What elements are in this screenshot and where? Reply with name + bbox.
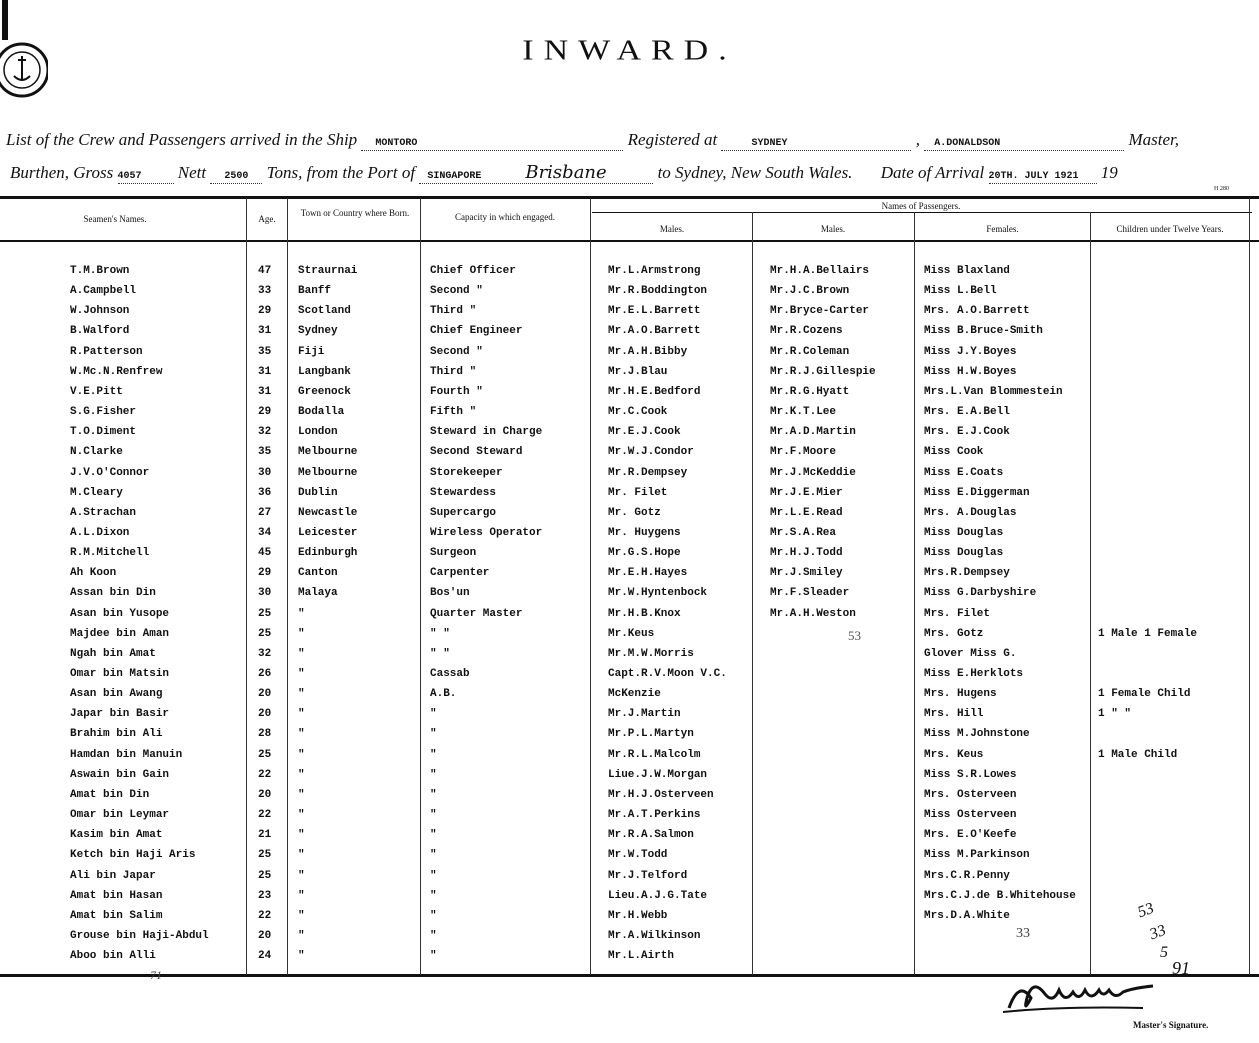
seaman-capacity: " bbox=[430, 849, 437, 862]
seaman-name: Majdee bin Aman bbox=[70, 627, 170, 640]
seaman-age: 31 bbox=[258, 365, 272, 378]
passenger-female: Mrs.C.R.Penny bbox=[924, 869, 1010, 882]
seaman-name: W.Mc.N.Renfrew bbox=[70, 365, 163, 378]
seaman-name: J.V.O'Connor bbox=[70, 466, 150, 479]
passenger-male: Mr.G.S.Hope bbox=[608, 547, 681, 560]
gross-tons: 4057 bbox=[117, 171, 142, 182]
passenger-male: Mr.W.Todd bbox=[608, 849, 668, 862]
passenger-female: Mrs. E.J.Cook bbox=[924, 426, 1010, 439]
seaman-name: A.Strachan bbox=[70, 506, 137, 519]
seaman-birthplace: " bbox=[298, 627, 305, 640]
passenger-male: Mr.L.E.Read bbox=[770, 506, 843, 519]
page-title: INWARD. bbox=[522, 34, 737, 67]
passenger-female: Miss G.Darbyshire bbox=[924, 587, 1037, 600]
seaman-name: N.Clarke bbox=[70, 446, 123, 459]
seaman-birthplace: " bbox=[298, 889, 305, 902]
seaman-age: 22 bbox=[258, 809, 272, 822]
passenger-female: Mrs. Hugens bbox=[924, 688, 997, 701]
arrival-label: Date of Arrival bbox=[880, 163, 985, 182]
seaman-name: Asan bin Yusope bbox=[70, 607, 170, 620]
passenger-female: Mrs.L.Van Blommestein bbox=[924, 385, 1063, 398]
passenger-female: Miss E.Coats bbox=[924, 466, 1004, 479]
passenger-male: Mr.R.Cozens bbox=[770, 325, 843, 338]
seaman-birthplace: Edinburgh bbox=[298, 547, 358, 560]
burthen-label: Burthen, Gross bbox=[10, 163, 114, 182]
seaman-birthplace: Scotland bbox=[298, 305, 351, 318]
seaman-age: 47 bbox=[258, 265, 272, 277]
passenger-male: Mr.W.J.Condor bbox=[608, 446, 694, 459]
passenger-male: Lieu.A.J.G.Tate bbox=[608, 889, 708, 902]
nett-tons: 2500 bbox=[224, 171, 249, 182]
passenger-male: Mr.E.J.Cook bbox=[608, 426, 681, 439]
header-line-2 bbox=[10, 162, 1118, 184]
seaman-birthplace: " bbox=[298, 909, 305, 922]
passenger-male: Mr.R.G.Hyatt bbox=[770, 385, 850, 398]
seaman-age: 24 bbox=[258, 950, 272, 963]
seaman-name: Asan bin Awang bbox=[70, 688, 163, 701]
seaman-age: 25 bbox=[258, 627, 272, 640]
passenger-female: Miss M.Parkinson bbox=[924, 849, 1030, 862]
table-top-rule bbox=[0, 196, 1259, 199]
seaman-capacity: Third " bbox=[430, 305, 477, 318]
seaman-capacity: Third " bbox=[430, 365, 477, 378]
seaman-birthplace: Straurnai bbox=[298, 265, 358, 277]
seaman-name: T.O.Diment bbox=[70, 426, 137, 439]
seaman-age: 33 bbox=[258, 285, 272, 298]
passenger-male: Mr.Bryce-Carter bbox=[770, 305, 870, 318]
seaman-name: Brahim bin Ali bbox=[70, 728, 163, 741]
seaman-name: Japar bin Basir bbox=[70, 708, 170, 721]
passenger-male: Mr.R.Coleman bbox=[770, 345, 850, 358]
passenger-female: Miss Osterveen bbox=[924, 809, 1017, 822]
seaman-birthplace: Canton bbox=[298, 567, 338, 580]
passenger-male: Mr. Gotz bbox=[608, 506, 661, 519]
seaman-birthplace: Langbank bbox=[298, 365, 351, 378]
passenger-female: Mrs. Osterveen bbox=[924, 788, 1017, 801]
seaman-capacity: Second Steward bbox=[430, 446, 523, 459]
seaman-capacity: " bbox=[430, 728, 437, 741]
passenger-female: Mrs.R.Dempsey bbox=[924, 567, 1010, 580]
via-handwritten: Brisbane bbox=[525, 162, 607, 183]
passenger-female: Mrs. Gotz bbox=[924, 627, 984, 640]
passenger-female: Mrs. Keus bbox=[924, 748, 984, 761]
seaman-name: A.Campbell bbox=[70, 285, 137, 298]
passenger-male: Mr.A.Wilkinson bbox=[608, 929, 701, 942]
passenger-male: Mr.H.J.Osterveen bbox=[608, 788, 714, 801]
arrival-date: 20TH. JULY 1921 bbox=[988, 171, 1079, 182]
seaman-capacity: " bbox=[430, 809, 437, 822]
passenger-female: Miss E.Herklots bbox=[924, 668, 1024, 680]
master-name: A.DONALDSON bbox=[934, 138, 1001, 149]
seaman-capacity: " bbox=[430, 869, 437, 882]
passenger-male: Mr.H.J.Todd bbox=[770, 547, 843, 560]
seaman-capacity: Chief Engineer bbox=[430, 325, 523, 338]
passenger-male: Mr.C.Cook bbox=[608, 406, 668, 419]
seaman-name: Aboo bin Alli bbox=[70, 950, 156, 963]
seaman-birthplace: Melbourne bbox=[298, 446, 358, 459]
seaman-birthplace: Bodalla bbox=[298, 406, 345, 419]
seaman-birthplace: " bbox=[298, 668, 305, 680]
passenger-female: Miss Douglas bbox=[924, 526, 1004, 539]
seaman-age: 20 bbox=[258, 708, 272, 721]
col-females: Females. bbox=[986, 224, 1019, 234]
passenger-male: McKenzie bbox=[608, 688, 661, 701]
seaman-name: V.E.Pitt bbox=[70, 385, 123, 398]
ship-name: MONTORO bbox=[375, 138, 418, 149]
passenger-female: Mrs. Filet bbox=[924, 607, 991, 620]
seaman-name: W.Johnson bbox=[70, 305, 130, 318]
seaman-capacity: " bbox=[430, 829, 437, 842]
passenger-male: Mr.A.D.Martin bbox=[770, 426, 856, 439]
passenger-male: Mr.S.A.Rea bbox=[770, 526, 837, 539]
seaman-name: Ah Koon bbox=[70, 567, 117, 580]
seaman-name: Omar bin Matsin bbox=[70, 668, 170, 680]
seaman-birthplace: Leicester bbox=[298, 526, 358, 539]
seaman-age: 32 bbox=[258, 647, 272, 660]
passenger-male: Mr.E.H.Hayes bbox=[608, 567, 688, 580]
passenger-male: Mr.P.L.Martyn bbox=[608, 728, 694, 741]
seaman-capacity: " bbox=[430, 788, 437, 801]
col-passengers: Names of Passengers. bbox=[881, 201, 961, 211]
seaman-age: 29 bbox=[258, 567, 272, 580]
seaman-birthplace: " bbox=[298, 829, 305, 842]
table-head-rule bbox=[0, 240, 1259, 242]
seaman-name: Grouse bin Haji-Abdul bbox=[70, 929, 209, 942]
passenger-female: Miss L.Bell bbox=[924, 285, 997, 298]
passenger-male: Mr.J.Blau bbox=[608, 365, 668, 378]
seaman-capacity: Storekeeper bbox=[430, 466, 503, 479]
passenger-male: Liue.J.W.Morgan bbox=[608, 768, 708, 781]
seaman-capacity: " bbox=[430, 929, 437, 942]
seaman-capacity: Quarter Master bbox=[430, 607, 523, 620]
passenger-male: Mr.L.Airth bbox=[608, 950, 675, 963]
seaman-name: Ali bin Japar bbox=[70, 869, 156, 882]
passenger-male: Mr. Filet bbox=[608, 486, 668, 499]
passenger-male: Mr.R.L.Malcolm bbox=[608, 748, 701, 761]
passenger-male: Mr.H.A.Bellairs bbox=[770, 265, 870, 277]
passenger-male: Capt.R.V.Moon V.C. bbox=[608, 668, 727, 680]
seaman-capacity: " bbox=[430, 748, 437, 761]
to-label: to Sydney, New South Wales. bbox=[657, 163, 853, 182]
passenger-subhead-rule bbox=[592, 212, 1252, 213]
passenger-male: Mr.J.C.Brown bbox=[770, 285, 850, 298]
seaman-age: 20 bbox=[258, 929, 272, 942]
passenger-male: Mr.Keus bbox=[608, 627, 655, 640]
col-born: Town or Country where Born. bbox=[300, 208, 410, 218]
seaman-capacity: " bbox=[430, 909, 437, 922]
seaman-age: 25 bbox=[258, 748, 272, 761]
seaman-capacity: " bbox=[430, 950, 437, 963]
seaman-name: Aswain bin Gain bbox=[70, 768, 170, 781]
col-seamen: Seamen's Names. bbox=[83, 214, 147, 224]
col-capacity: Capacity in which engaged. bbox=[455, 212, 555, 222]
seaman-capacity: Chief Officer bbox=[430, 265, 516, 277]
col-children: Children under Twelve Years. bbox=[1116, 224, 1224, 234]
seaman-age: 22 bbox=[258, 768, 272, 781]
seaman-age: 21 bbox=[258, 829, 272, 842]
passenger-female: Miss E.Diggerman bbox=[924, 486, 1030, 499]
master-signature-icon bbox=[999, 978, 1189, 1018]
seaman-birthplace: " bbox=[298, 809, 305, 822]
passenger-children: 1 Male Child bbox=[1098, 748, 1178, 761]
passenger-female: Miss Cook bbox=[924, 446, 984, 459]
seaman-age: 29 bbox=[258, 406, 272, 419]
seaman-birthplace: " bbox=[298, 607, 305, 620]
seaman-capacity: Bos'un bbox=[430, 587, 470, 600]
passenger-male: Mr.R.Boddington bbox=[608, 285, 708, 298]
passenger-female: Miss H.W.Boyes bbox=[924, 365, 1017, 378]
passenger-male: Mr.J.Martin bbox=[608, 708, 681, 721]
passenger-male: Mr. Huygens bbox=[608, 526, 681, 539]
nett-label: Nett bbox=[177, 163, 207, 182]
passenger-male: Mr.A.T.Perkins bbox=[608, 809, 701, 822]
passenger-male: Mr.H.E.Bedford bbox=[608, 385, 701, 398]
line1-prefix: List of the Crew and Passengers arrived in the Ship bbox=[6, 130, 358, 149]
seaman-age: 31 bbox=[258, 385, 272, 398]
passenger-male: Mr.J.Smiley bbox=[770, 567, 843, 580]
seaman-birthplace: " bbox=[298, 688, 305, 701]
seaman-name: Amat bin Salim bbox=[70, 909, 163, 922]
seaman-name: T.M.Brown bbox=[70, 265, 130, 277]
seaman-name: Amat bin Hasan bbox=[70, 889, 163, 902]
passenger-female: Miss B.Bruce-Smith bbox=[924, 325, 1043, 338]
seaman-age: 45 bbox=[258, 547, 272, 560]
seaman-birthplace: " bbox=[298, 929, 305, 942]
seaman-birthplace: Dublin bbox=[298, 486, 338, 499]
pencil-misc: 71 bbox=[150, 968, 162, 982]
seaman-name: R.Patterson bbox=[70, 345, 143, 358]
tons-label: Tons, from the Port of bbox=[266, 163, 416, 182]
seaman-age: 25 bbox=[258, 869, 272, 882]
seaman-name: Ngah bin Amat bbox=[70, 647, 156, 660]
pencil-tally-d: 33 bbox=[1016, 926, 1030, 941]
seaman-capacity: Fourth " bbox=[430, 385, 483, 398]
passenger-male: Mr.L.Armstrong bbox=[608, 265, 701, 277]
passenger-female: Mrs. Hill bbox=[924, 708, 984, 721]
seaman-capacity: Fifth " bbox=[430, 406, 477, 419]
seaman-birthplace: Banff bbox=[298, 285, 332, 298]
seaman-capacity: Supercargo bbox=[430, 506, 497, 519]
passenger-male: Mr.H.B.Knox bbox=[608, 607, 681, 620]
seaman-capacity: Cassab bbox=[430, 668, 470, 680]
seaman-birthplace: " bbox=[298, 869, 305, 882]
seaman-capacity: " bbox=[430, 768, 437, 781]
col-males-1: Males. bbox=[659, 224, 685, 234]
passenger-female: Mrs.C.J.de B.Whitehouse bbox=[924, 889, 1076, 902]
seaman-age: 28 bbox=[258, 728, 272, 741]
seaman-birthplace: " bbox=[298, 728, 305, 741]
seaman-capacity: A.B. bbox=[430, 688, 457, 701]
seaman-name: M.Cleary bbox=[70, 486, 123, 499]
seaman-age: 29 bbox=[258, 305, 272, 318]
seaman-birthplace: " bbox=[298, 647, 305, 660]
registered-at: SYDNEY bbox=[751, 138, 788, 149]
seaman-age: 25 bbox=[258, 607, 272, 620]
seaman-birthplace: " bbox=[298, 788, 305, 801]
col-age: Age. bbox=[258, 214, 276, 224]
seaman-age: 32 bbox=[258, 426, 272, 439]
year-suffix: 19 bbox=[1100, 163, 1118, 182]
seaman-age: 23 bbox=[258, 889, 272, 902]
seaman-birthplace: Malaya bbox=[298, 587, 338, 600]
seaman-age: 36 bbox=[258, 486, 272, 499]
passenger-children: 1 " " bbox=[1098, 708, 1132, 721]
pencil-tally-f: 91 bbox=[1172, 958, 1190, 978]
seaman-capacity: Stewardess bbox=[430, 486, 497, 499]
seaman-birthplace: " bbox=[298, 768, 305, 781]
passenger-male: Mr.E.L.Barrett bbox=[608, 305, 701, 318]
passenger-female: Mrs.D.A.White bbox=[924, 909, 1010, 922]
seaman-birthplace: " bbox=[298, 748, 305, 761]
seaman-age: 22 bbox=[258, 909, 272, 922]
seaman-birthplace: London bbox=[298, 426, 338, 439]
seaman-age: 34 bbox=[258, 526, 272, 539]
passenger-female: Miss S.R.Lowes bbox=[924, 768, 1017, 781]
seaman-birthplace: " bbox=[298, 849, 305, 862]
col-males-2: Males. bbox=[820, 224, 846, 234]
seaman-name: Amat bin Din bbox=[70, 788, 150, 801]
port-name: SINGAPORE bbox=[427, 171, 482, 182]
passenger-male: Mr.A.H.Weston bbox=[770, 607, 856, 620]
header-line-1: List of the Crew and Passengers arrived in the Ship MONTORO Registered at SYDNEY , A.DONALDSON Master, bbox=[6, 130, 1179, 149]
seaman-capacity: Wireless Operator bbox=[430, 526, 543, 539]
pencil-tally-b: 33 bbox=[1147, 921, 1169, 944]
seaman-age: 35 bbox=[258, 446, 272, 459]
seaman-birthplace: " bbox=[298, 708, 305, 721]
passenger-male: Mr.F.Moore bbox=[770, 446, 837, 459]
seaman-birthplace: " bbox=[298, 950, 305, 963]
seaman-age: 31 bbox=[258, 325, 272, 338]
passenger-male: Mr.A.O.Barrett bbox=[608, 325, 701, 338]
seaman-birthplace: Melbourne bbox=[298, 466, 358, 479]
passenger-male: Mr.A.H.Bibby bbox=[608, 345, 688, 358]
registered-label: Registered at bbox=[627, 130, 718, 149]
signature-caption: Master's Signature. bbox=[1133, 1020, 1209, 1030]
seaman-capacity: Steward in Charge bbox=[430, 426, 543, 439]
seaman-age: 20 bbox=[258, 688, 272, 701]
passenger-male: Mr.W.Hyntenbock bbox=[608, 587, 708, 600]
seaman-birthplace: Fiji bbox=[298, 345, 325, 358]
seaman-name: Assan bin Din bbox=[70, 587, 156, 600]
seaman-birthplace: Newcastle bbox=[298, 506, 358, 519]
seaman-capacity: " " bbox=[430, 647, 450, 660]
seaman-name: Hamdan bin Manuin bbox=[70, 748, 183, 761]
seaman-name: S.G.Fisher bbox=[70, 406, 137, 419]
seaman-name: A.L.Dixon bbox=[70, 526, 130, 539]
seaman-name: Ketch bin Haji Aris bbox=[70, 849, 196, 862]
passenger-male: Mr.R.Dempsey bbox=[608, 466, 688, 479]
passenger-female: Miss Blaxland bbox=[924, 265, 1010, 277]
seaman-capacity: Surgeon bbox=[430, 547, 477, 560]
seaman-birthplace: Greenock bbox=[298, 385, 351, 398]
seaman-name: Omar bin Leymar bbox=[70, 809, 170, 822]
passenger-female: Mrs. A.Douglas bbox=[924, 506, 1017, 519]
seaman-age: 30 bbox=[258, 587, 272, 600]
passenger-male: Mr.R.A.Salmon bbox=[608, 829, 694, 842]
seaman-birthplace: Sydney bbox=[298, 325, 338, 338]
passenger-female: Mrs. E.A.Bell bbox=[924, 406, 1010, 419]
seaman-age: 35 bbox=[258, 345, 272, 358]
passenger-female: Mrs. A.O.Barrett bbox=[924, 305, 1030, 318]
seaman-age: 27 bbox=[258, 506, 272, 519]
pencil-tally-e: 5 bbox=[1160, 944, 1168, 961]
passenger-male: Mr.J.Telford bbox=[608, 869, 688, 882]
pencil-tally-a: 53 bbox=[1135, 899, 1157, 922]
passenger-male: Mr.K.T.Lee bbox=[770, 406, 837, 419]
seaman-capacity: Second " bbox=[430, 285, 483, 298]
seaman-name: B.Walford bbox=[70, 325, 130, 338]
seaman-capacity: Carpenter bbox=[430, 567, 490, 580]
passenger-male: Mr.H.Webb bbox=[608, 909, 668, 922]
passenger-children: 1 Female Child bbox=[1098, 688, 1191, 701]
passenger-female: Glover Miss G. bbox=[924, 647, 1017, 660]
passenger-male: Mr.M.W.Morris bbox=[608, 647, 694, 660]
seaman-capacity: " bbox=[430, 708, 437, 721]
table-bottom-rule bbox=[0, 974, 1259, 977]
passenger-children: 1 Male 1 Female bbox=[1098, 627, 1198, 640]
master-label: Master, bbox=[1128, 130, 1179, 149]
passenger-male: Mr.R.J.Gillespie bbox=[770, 365, 876, 378]
passenger-female: Miss Douglas bbox=[924, 547, 1004, 560]
seaman-name: R.M.Mitchell bbox=[70, 547, 150, 560]
passenger-female: Miss M.Johnstone bbox=[924, 728, 1030, 741]
passenger-female: Miss J.Y.Boyes bbox=[924, 345, 1017, 358]
passenger-male: Mr.J.E.Mier bbox=[770, 486, 843, 499]
passenger-female: Mrs. E.O'Keefe bbox=[924, 829, 1017, 842]
seaman-age: 26 bbox=[258, 668, 272, 680]
seaman-age: 20 bbox=[258, 788, 272, 801]
seaman-capacity: Second " bbox=[430, 345, 483, 358]
passenger-male: Mr.J.McKeddie bbox=[770, 466, 856, 479]
form-number: H 280 bbox=[1214, 186, 1229, 192]
seaman-age: 25 bbox=[258, 849, 272, 862]
passenger-male: Mr.F.Sleader bbox=[770, 587, 850, 600]
seaman-capacity: " " bbox=[430, 627, 450, 640]
pencil-tally-c: 53 bbox=[848, 628, 861, 643]
seaman-age: 30 bbox=[258, 466, 272, 479]
seaman-name: Kasim bin Amat bbox=[70, 829, 163, 842]
seaman-capacity: " bbox=[430, 889, 437, 902]
